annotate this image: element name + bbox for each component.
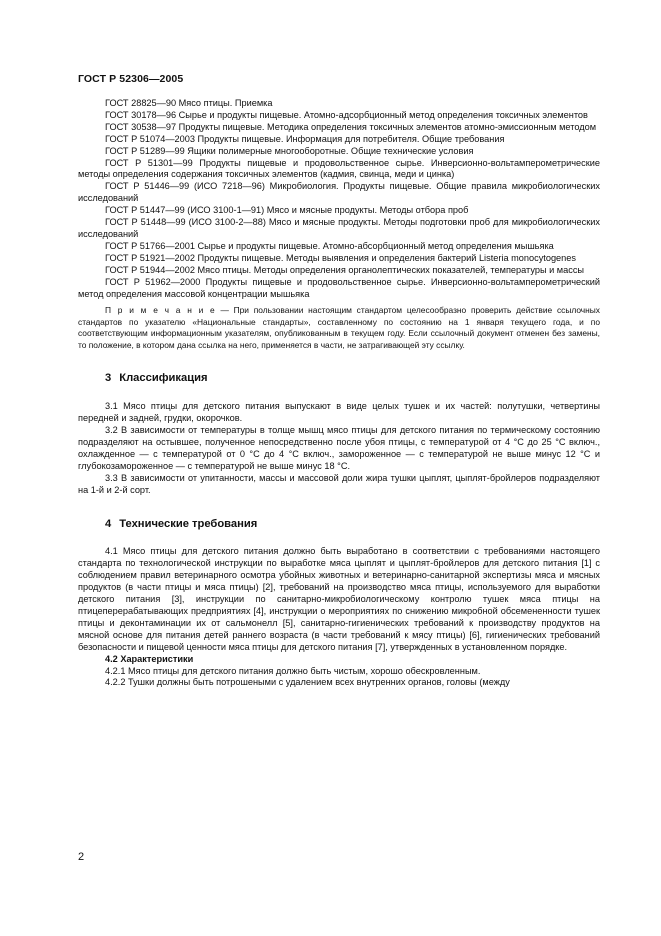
section-3-heading — [78, 373, 600, 385]
reference-item: ГОСТ Р 51446—99 (ИСО 7218—96) Микробиология. Продукты пищевые. Общие правила микробиологических исследований — [78, 181, 600, 204]
reference-item: ГОСТ Р 51447—99 (ИСО 3100-1—91) Мясо и мясные продукты. Методы отбора проб — [105, 205, 469, 216]
reference-item: ГОСТ 28825—90 Мясо птицы. Приемка — [105, 98, 273, 108]
reference-item: ГОСТ Р 51766—2001 Сырье и продукты пищевые. Атомно-абсорбционный метод определения мышьяка — [105, 240, 554, 251]
note-label: П р и м е ч а н и е — [105, 305, 216, 316]
paragraph-4-2-1: 4.2.1 Мясо птицы для детского питания должно быть чистым, хорошо обескровленным. — [105, 665, 481, 676]
paragraph-4-2-2: 4.2.2 Тушки должны быть потрошеными с удалением всех внутренних органов, головы (между — [105, 677, 510, 688]
document-body — [78, 98, 600, 689]
section-4-heading — [78, 519, 600, 531]
reference-item: ГОСТ Р 51921—2002 Продукты пищевые. Методы выявления и определения бактерий Listeria monocytogenes — [105, 252, 576, 263]
note-dash: — — [215, 305, 234, 316]
paragraph-4-1: 4.1 Мясо птицы для детского питания должно быть выработано в соответствии с требованиями настоящего стандарта по технологической инструкции по выработке мяса цыплят и цыплят-бройлеров для детского питания [1] с соблюдением правил ветеринарного осмотра убойных животных и ветеринарно-санитарной экспертизы мяса и мясных продуктов (в части птицы и мяса птицы) [2], требований на производство мяса птицы, используемого для выработки детского питания [3], инструкции по санитарно-микробиологическому контролю тушек мяса птицы на птицеперерабатывающих предприятиях [4], инструкции о мероприятиях по снижению микробной обсемененности тушек птицы и деконтаминации их от сальмонелл [5], санитарно-гигиенических требований к производству продуктов на мясной основе для питания детей раннего возраста (в части требований к мясу птицы) [6], гигиенических требований безопасности и пищевой ценности мяса птицы для детского питания [7], утвержденных в установленном порядке. — [78, 546, 600, 652]
reference-item: ГОСТ 30178—96 Сырье и продукты пищевые. Атомно-адсорбционный метод определения токсичных элементов — [105, 109, 588, 120]
reference-item: ГОСТ Р 51289—99 Ящики полимерные многооборотные. Общие технические условия — [105, 145, 474, 156]
reference-item: ГОСТ Р 51074—2003 Продукты пищевые. Информация для потребителя. Общие требования — [105, 133, 505, 144]
section-4-title: Технические требования — [119, 517, 258, 530]
reference-item: ГОСТ Р 51301—99 Продукты пищевые и продовольственное сырье. Инверсионно-вольтамперометрические методы определения содержания токсичных элементов (кадмия, свинца, меди и цинка) — [78, 157, 600, 180]
paragraph-3-3: 3.3 В зависимости от упитанности, массы и массовой доли жира тушки цыплят, цыплят-бройлеров подразделяют на 1-й и 2-й сорт. — [78, 472, 600, 495]
references-list — [78, 98, 600, 300]
paragraph-3-1: 3.1 Мясо птицы для детского питания выпускают в виде целых тушек и их частей: полутушки, четвертины передней и задней, грудки, окорочков. — [78, 401, 600, 424]
paragraph-3-2: 3.2 В зависимости от температуры в толще мышц мясо птицы для детского питания по термическому состоянию подразделяют на остывшее, полученное непосредственно после убоя птицы, с температурой от 4 °С до 25 °С включ., охлажденное — с температурой от 0 °С до 4 °С включ., замороженное — с температурой не выше минус 12 °С и глубокозамороженное — с температурой не выше минус 18 °С. — [78, 425, 600, 471]
note — [78, 305, 600, 351]
section-4-number: 4 — [105, 517, 112, 530]
reference-item: ГОСТ 30538—97 Продукты пищевые. Методика определения токсичных элементов атомно-эмиссионным методом — [105, 121, 597, 132]
section-3-number: 3 — [105, 372, 112, 385]
subsection-4-2-heading: 4.2 Характеристики — [105, 653, 194, 664]
reference-item: ГОСТ Р 51448—99 (ИСО 3100-2—88) Мясо и мясные продукты. Методы подготовки проб для микробиологических исследований — [78, 217, 600, 239]
document-header: ГОСТ Р 52306—2005 — [78, 73, 184, 85]
section-3-title: Классификация — [119, 372, 208, 385]
note-text: При пользовании настоящим стандартом целесообразно проверить действие ссылочных стандартов по указателю «Национальные стандарты», составленному по состоянию на 1 января текущего года, и по соответствующим информационным указателям, опубликованным в текущем году. Если ссылочный документ отменен без замены, то положение, в котором дана ссылка на него, применяется в части, не затрагивающей эту ссылку. — [78, 305, 600, 350]
page-number: 2 — [78, 851, 85, 863]
reference-item: ГОСТ Р 51962—2000 Продукты пищевые и продовольственное сырье. Инверсионно-вольтамперометрический метод определения массовой концентрации мышьяка — [78, 276, 600, 299]
reference-item: ГОСТ Р 51944—2002 Мясо птицы. Методы определения органолептических показателей, температуры и массы — [105, 264, 585, 275]
